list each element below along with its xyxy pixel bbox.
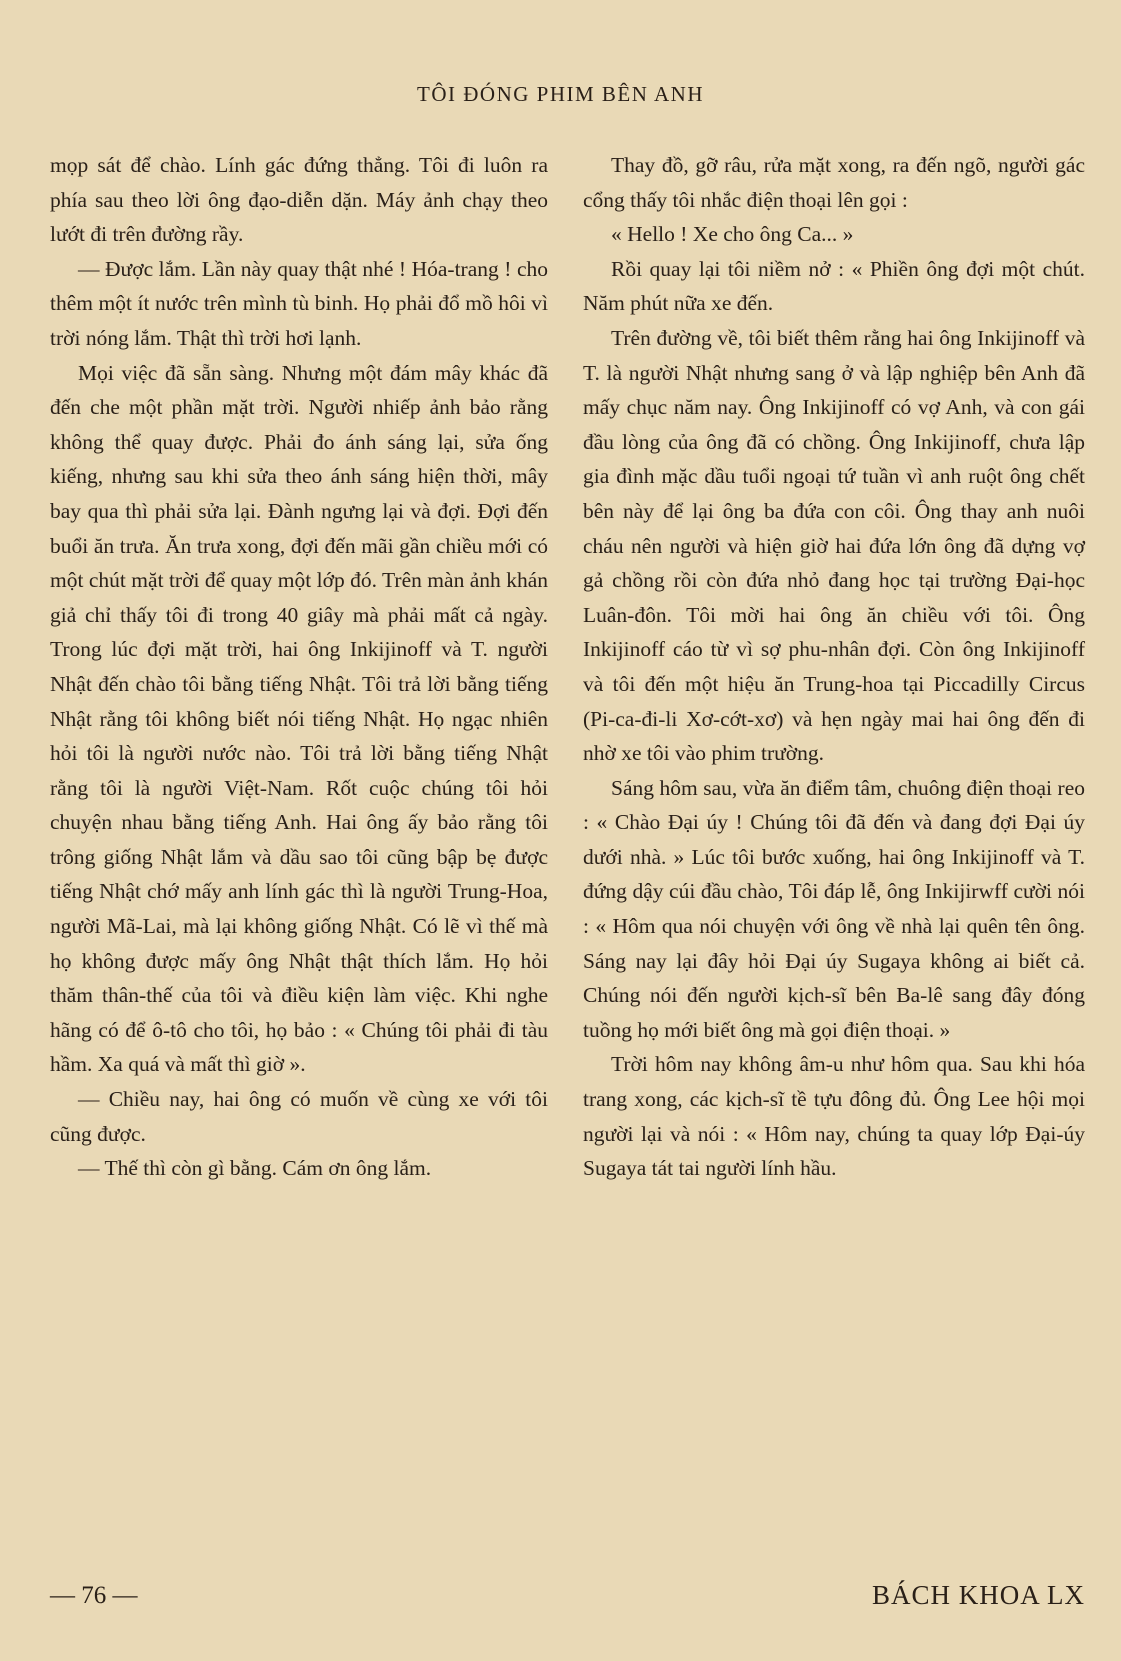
magazine-title: BÁCH KHOA LX — [871, 1580, 1085, 1610]
paragraph: mọp sát để chào. Lính gác đứng thẳng. Tôi đi luôn ra phía sau theo lời ông đạo-diễn dặn. Máy ảnh chạy theo lướt đi trên đường rầy. — [50, 153, 548, 247]
running-title: TÔI ĐÓNG PHIM BÊN ANH — [417, 82, 704, 106]
page-number: — 76 — — [50, 1582, 138, 1609]
paragraph: « Hello ! Xe cho ông Ca... » — [611, 222, 854, 247]
paragraph: Mọi việc đã sẵn sàng. Nhưng một đám mây khác đã đến che một phần mặt trời. Người nhiếp ảnh bảo rằng không thể quay được. Phải đo ánh sáng lại, sửa ống kiếng, nhưng sau khi sửa theo ánh sáng hiện thời, mây bay qua thì phải sửa lại. Đành ngưng lại và đợi. Đợi đến buổi ăn trưa. Ăn trưa xong, đợi đến mãi gần chiều mới có một chút mặt trời để quay một lớp đó. Trên màn ảnh khán giả chỉ thấy tôi đi trong 40 giây mà phải mất cả ngày. Trong lúc đợi mặt trời, hai ông Inkijinoff và T. người Nhật đến chào tôi bằng tiếng Nhật. Tôi trả lời bằng tiếng Nhật rằng tôi không biết nói tiếng Nhật. Họ ngạc nhiên hỏi tôi là người nước nào. Tôi trả lời bằng tiếng Nhật rằng tôi là người Việt-Nam. Rốt cuộc chúng tôi hỏi chuyện nhau bằng tiếng Anh. Hai ông ấy bảo rằng tôi trông giống Nhật lắm và dầu sao tôi cũng bập bẹ được tiếng Nhật chớ mấy anh lính gác thì là người Trung-Hoa, người Mã-Lai, mà lại không giống Nhật. Có lẽ vì thế mà họ không được mấy ông Nhật thật thích lắm. Họ hỏi thăm thân-thế của tôi và điều kiện làm việc. Khi nghe hãng có để ô-tô cho tôi, họ bảo : « Chúng tôi phải đi tàu hầm. Xa quá và mất thì giờ ». — [50, 360, 548, 1077]
paragraph: Thay đồ, gỡ râu, rửa mặt xong, ra đến ngõ, người gác cổng thấy tôi nhắc điện thoại lên gọi : — [583, 153, 1085, 212]
paragraph: — Chiều nay, hai ông có muốn về cùng xe với tôi cũng được. — [50, 1087, 548, 1146]
paragraph: — Thế thì còn gì bằng. Cám ơn ông lắm. — [78, 1156, 432, 1181]
paragraph: Sáng hôm sau, vừa ăn điểm tâm, chuông điện thoại reo : « Chào Đại úy ! Chúng tôi đã đến và đang đợi Đại úy dưới nhà. » Lúc tôi bước xuống, hai ông Inkijinoff và T. đứng dậy cúi đầu chào, Tôi đáp lễ, ông Inkijirwff cười nói : « Hôm qua nói chuyện với ông về nhà lại quên tên ông. Sáng nay lại đây hỏi Đại úy Sugaya không ai biết cả. Chúng nói đến người kịch-sĩ bên Ba-lê sang đây đóng tuồng họ mới biết ông mà gọi điện thoại. » — [583, 775, 1085, 1042]
right-column — [583, 148, 1085, 1186]
paragraph: Trên đường về, tôi biết thêm rằng hai ông Inkijinoff và T. là người Nhật nhưng sang ở và lập nghiệp bên Anh đã mấy chục năm nay. Ông Inkijinoff có vợ Anh, và con gái đầu lòng của ông đã có chồng. Ông Inkijinoff, chưa lập gia đình mặc dầu tuổi ngoại tứ tuần vì anh ruột ông chết bên này để lại ông ba đứa con côi. Ông thay anh nuôi cháu nên người và hiện giờ hai đứa lớn ông đã dựng vợ gả chồng rồi còn đứa nhỏ đang học tại trường Đại-học Luân-đôn. Tôi mời hai ông ăn chiều với tôi. Ông Inkijinoff cáo từ vì sợ phu-nhân đợi. Còn ông Inkijinoff và tôi đến một hiệu ăn Trung-hoa tại Piccadilly Circus (Pi-ca-đi-li Xơ-cớt-xơ) và hẹn ngày mai hai ông đến đi nhờ xe tôi vào phim trường. — [583, 325, 1085, 766]
left-column — [50, 148, 548, 1186]
paragraph: Trời hôm nay không âm-u như hôm qua. Sau khi hóa trang xong, các kịch-sĩ tề tựu đông đủ. Ông Lee hội mọi người lại và nói : « Hôm nay, chúng ta quay lớp Đại-úy Sugaya tát tai người lính hầu. — [583, 1052, 1085, 1181]
paragraph: — Được lắm. Lần này quay thật nhé ! Hóa-trang ! cho thêm một ít nước trên mình tù binh. Họ phải đổ mồ hôi vì trời nóng lắm. Thật thì trời hơi lạnh. — [50, 256, 548, 350]
paragraph: Rồi quay lại tôi niềm nở : « Phiền ông đợi một chút. Năm phút nữa xe đến. — [583, 256, 1085, 316]
